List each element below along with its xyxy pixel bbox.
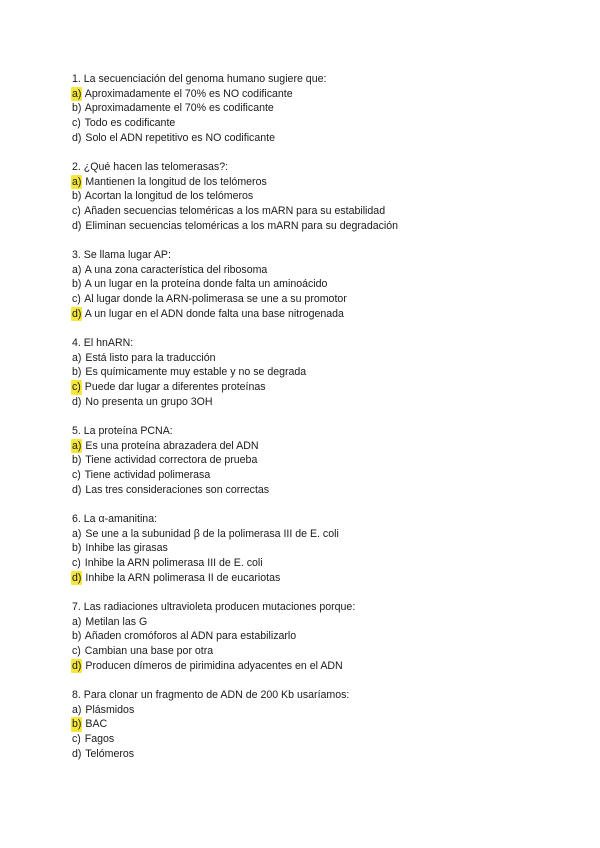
answer-option: [72, 571, 572, 586]
highlighted-answer-letter: c): [72, 381, 81, 394]
question-6: [72, 512, 572, 585]
option-text: Inhibe las girasas: [85, 542, 168, 555]
question-1: [72, 72, 572, 145]
option-letter: c): [72, 557, 81, 570]
answer-option: [72, 527, 572, 542]
option-text: Telómeros: [85, 747, 135, 760]
option-letter: b): [72, 278, 82, 291]
option-text: A un lugar en el ADN donde falta una base nitrogenada: [84, 307, 344, 320]
option-text: Tiene actividad correctora de prueba: [85, 454, 258, 467]
option-letter: c): [72, 205, 81, 218]
answer-option: [72, 732, 572, 747]
question-stem: 7. Las radiaciones ultravioleta producen mutaciones porque:: [72, 601, 356, 613]
answer-option: [72, 365, 572, 380]
question-stem: 5. La proteína PCNA:: [72, 425, 173, 437]
answer-option: [72, 351, 572, 366]
option-text: Las tres consideraciones son correctas: [85, 483, 270, 496]
answer-option: [72, 453, 572, 468]
option-letter: c): [72, 645, 81, 658]
option-text: Inhibe la ARN polimerasa III de E. coli: [84, 557, 263, 570]
answer-option: [72, 204, 572, 219]
option-text: Aproximadamente el 70% es NO codificante: [84, 87, 293, 100]
answer-option: [72, 277, 572, 292]
option-letter: a): [72, 527, 82, 540]
option-letter: a): [72, 351, 82, 364]
answer-option: [72, 131, 572, 146]
option-letter: c): [72, 469, 81, 482]
question-stem: 4. El hnARN:: [72, 337, 134, 349]
answer-option: [72, 644, 572, 659]
option-letter: b): [72, 542, 82, 555]
option-letter: b): [72, 630, 82, 643]
answer-option: [72, 292, 572, 307]
option-text: Todo es codificante: [84, 117, 176, 130]
option-text: A un lugar en la proteína donde falta un aminoácido: [84, 278, 328, 291]
option-letter: d): [72, 395, 82, 408]
question-stem: 8. Para clonar un fragmento de ADN de 200 Kb usaríamos:: [72, 689, 350, 701]
question-2: [72, 160, 572, 233]
question-7: [72, 600, 572, 673]
option-text: Acortan la longitud de los telómeros: [84, 190, 254, 203]
option-letter: d): [72, 747, 82, 760]
answer-option: [72, 659, 572, 674]
option-letter: d): [72, 219, 82, 232]
option-letter: b): [72, 366, 82, 379]
option-text: Metilan las G: [85, 615, 148, 628]
answer-option: [72, 189, 572, 204]
option-text: Solo el ADN repetitivo es NO codificante: [85, 131, 275, 144]
highlighted-answer-letter: d): [72, 659, 82, 672]
option-text: No presenta un grupo 3OH: [85, 395, 213, 408]
option-letter: a): [72, 703, 82, 716]
question-stem: 6. La α-amanitina:: [72, 513, 158, 525]
highlighted-answer-letter: a): [72, 175, 82, 188]
highlighted-answer-letter: b): [72, 718, 82, 731]
highlighted-answer-letter: d): [72, 571, 82, 584]
answer-option: [72, 101, 572, 116]
question-stem: 3. Se llama lugar AP:: [72, 249, 171, 261]
option-text: Eliminan secuencias teloméricas a los mARN para su degradación: [85, 219, 399, 232]
answer-option: [72, 307, 572, 322]
answer-option: [72, 219, 572, 234]
answer-option: [72, 541, 572, 556]
option-text: A una zona característica del ribosoma: [84, 263, 268, 276]
option-letter: d): [72, 131, 82, 144]
option-text: Es una proteína abrazadera del ADN: [85, 439, 259, 452]
option-text: Añaden cromóforos al ADN para estabilizarlo: [84, 630, 297, 643]
answer-option: [72, 747, 572, 762]
question-8: [72, 688, 572, 761]
answer-option: [72, 717, 572, 732]
question-3: [72, 248, 572, 321]
option-text: Se une a la subunidad β de la polimerasa III de E. coli: [85, 527, 339, 540]
option-text: Cambian una base por otra: [84, 645, 214, 658]
answer-option: [72, 468, 572, 483]
question-5: [72, 424, 572, 497]
answer-option: [72, 175, 572, 190]
highlighted-answer-letter: a): [72, 87, 82, 100]
option-letter: b): [72, 190, 82, 203]
option-letter: d): [72, 483, 82, 496]
answer-option: [72, 703, 572, 718]
option-letter: c): [72, 293, 81, 306]
option-text: Tiene actividad polimerasa: [84, 469, 211, 482]
option-text: Producen dímeros de pirimidina adyacentes en el ADN: [85, 659, 343, 672]
answer-option: [72, 395, 572, 410]
answer-option: [72, 380, 572, 395]
option-text: Fagos: [84, 733, 115, 746]
question-4: [72, 336, 572, 409]
answer-option: [72, 439, 572, 454]
question-stem: 1. La secuenciación del genoma humano sugiere que:: [72, 73, 327, 85]
highlighted-answer-letter: a): [72, 439, 82, 452]
option-letter: b): [72, 102, 82, 115]
option-text: BAC: [85, 718, 108, 731]
option-text: Es químicamente muy estable y no se degrada: [85, 366, 307, 379]
option-text: Aproximadamente el 70% es codificante: [84, 102, 274, 115]
option-text: Está listo para la traducción: [85, 351, 216, 364]
answer-option: [72, 116, 572, 131]
option-letter: a): [72, 615, 82, 628]
answer-option: [72, 615, 572, 630]
answer-option: [72, 263, 572, 278]
option-text: Añaden secuencias teloméricas a los mARN para su estabilidad: [84, 205, 386, 218]
option-text: Inhibe la ARN polimerasa II de eucariotas: [85, 571, 281, 584]
answer-option: [72, 629, 572, 644]
option-letter: c): [72, 733, 81, 746]
answer-option: [72, 556, 572, 571]
answer-option: [72, 483, 572, 498]
option-text: Plásmidos: [85, 703, 135, 716]
question-stem: 2. ¿Qué hacen las telomerasas?:: [72, 161, 229, 173]
option-text: Mantienen la longitud de los telómeros: [85, 175, 267, 188]
option-text: Puede dar lugar a diferentes proteínas: [84, 381, 266, 394]
answer-option: [72, 87, 572, 102]
highlighted-answer-letter: d): [72, 307, 82, 320]
option-text: Al lugar donde la ARN-polimerasa se une a su promotor: [84, 293, 347, 306]
option-letter: c): [72, 117, 81, 130]
option-letter: b): [72, 454, 82, 467]
option-letter: a): [72, 263, 82, 276]
